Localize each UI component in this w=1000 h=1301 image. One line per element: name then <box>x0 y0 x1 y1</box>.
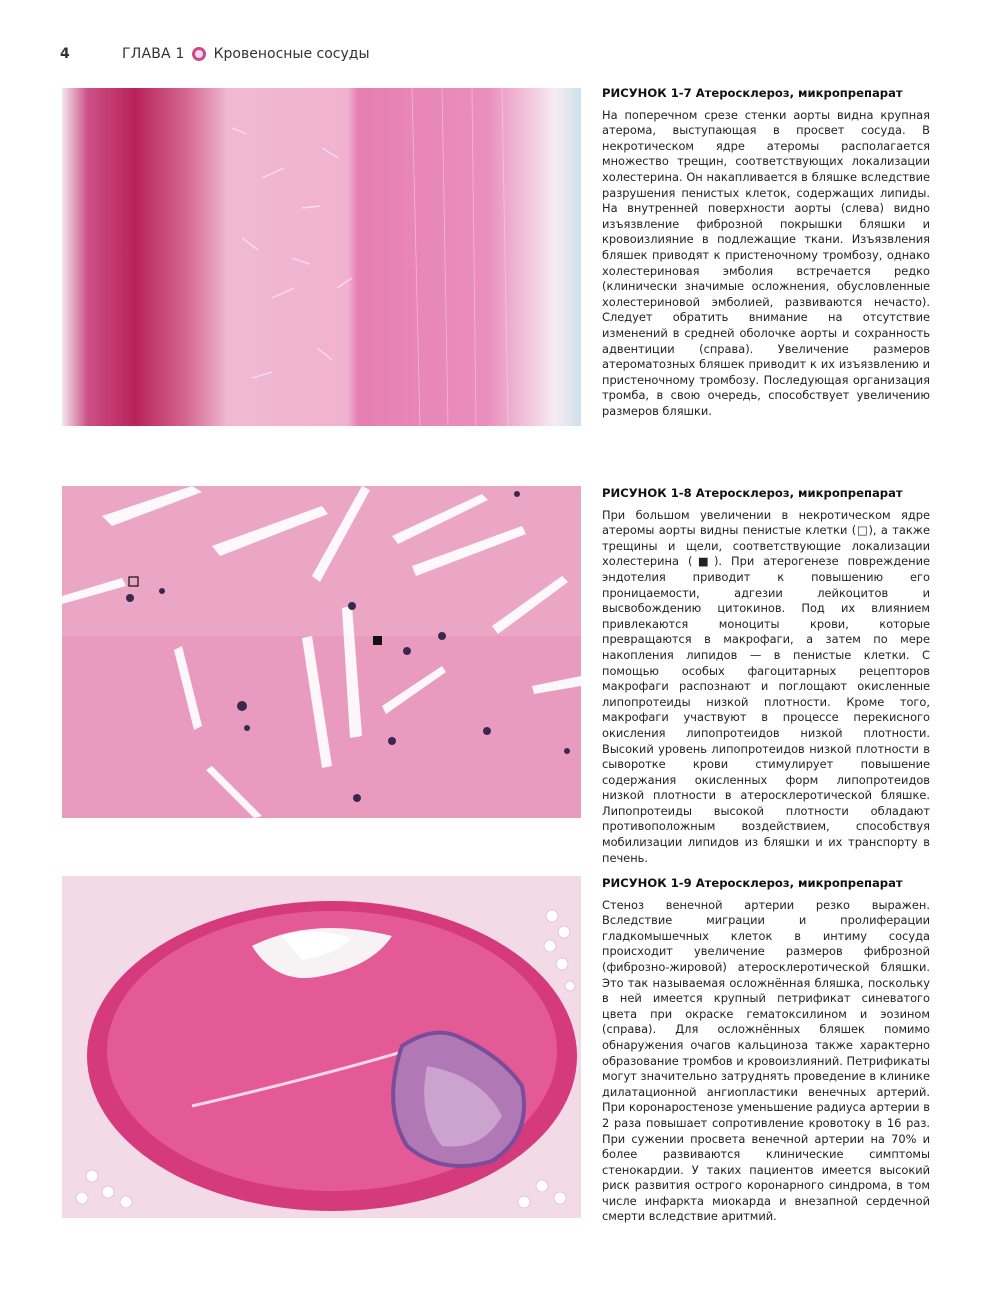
figure-1-9-caption <box>602 876 930 1225</box>
figure-1-8-text: При большом увеличении в некротическом ядре атеромы аорты видны пенистые клетки (□), а также трещины и щели, соответствующие локализации холестерина (■). При атерогенезе повреждение эндотелия приводит к повышению его проницаемости, адгезии лейкоцитов и высвобождению цитокинов. Под их влиянием привлекаются моноциты крови, которые превращаются в макрофаги, а затем по мере накопления липидов — в пенистые клетки. С помощью особых фагоцитарных рецепторов макрофаги распознают и поглощают окисленные липопротеиды низкой плотности. Кроме того, макрофаги участвуют в процессе перекисного окисления липопротеидов низкой плотности. Высокий уровень липопротеидов низкой плотности в сыворотке крови стимулирует повышение содержания окисленных форм липопротеидов низкой плотности в атеросклеротической бляшке. Липопротеиды высокой плотности обладают противоположным воздействием, способствуя мобилизации липидов из бляшки и их транспорту в печень. <box>602 507 930 865</box>
figure-1-9-image <box>62 876 581 1218</box>
figure-1-7-caption <box>602 86 930 419</box>
figure-1-8-image <box>62 486 581 818</box>
page-header <box>60 42 370 66</box>
section-title: Кровеносные сосуды <box>213 46 370 62</box>
figure-1-7-title: РИСУНОК 1-7 Атеросклероз, микропрепарат <box>602 86 903 100</box>
chapter-label: ГЛАВА 1 <box>122 46 185 62</box>
figure-1-7-image <box>62 88 581 426</box>
figure-1-7-text: На поперечном срезе стенки аорты видна крупная атерома, выступающая в просвет сосуда. В некротическом ядре атеромы располагается множество трещин, соответствующих локализации холестерина. Он накапливается в бляшке вследствие разрушения пенистых клеток, содержащих липиды. На внутренней поверхности аорты (слева) видно изъязвление фиброзной покрышки бляшки и кровоизлияние в подлежащие ткани. Изъязвления бляшек приводят к пристеночному тромбозу, однако холестериновая эмболия встречается редко (клинически значимые осложнения, обусловленные холестериновой эмболией, развиваются нечасто). Следует обратить внимание на отсутствие изменений в средней оболочке аорты и сохранность адвентиции (справа). Увеличение размеров атероматозных бляшек приводит к их изъязвлению и пристеночному тромбозу. Последующая организация тромба, в свою очередь, способствует увеличению размеров бляшки. <box>602 107 930 418</box>
figure-1-8-caption <box>602 486 930 866</box>
page-number: 4 <box>60 46 70 62</box>
figure-1-9-text: Стеноз венечной артерии резко выражен. Вследствие миграции и пролиферации гладкомышечных клеток в интиму сосуда происходит увеличение размеров фиброзной (фиброзно-жировой) атеросклеротической бляшки. Это так называемая осложнённая бляшка, поскольку в ней имеется крупный петрификат синеватого цвета при окраске гематоксилином и эозином (справа). Для осложнённых бляшек помимо обнаружения очагов кальциноза также характерно образование тромбов и кровоизлияний. Петрификаты могут значительно затруднять проведение в клинике дилатационной ангиопластики венечных артерий. При коронаростенозе уменьшение радиуса артерии в 2 раза повышает сопротивление кровотоку в 16 раз. При сужении просвета венечной артерии на 70% и более развиваются клинические симптомы стенокардии. У таких пациентов имеется высокий риск развития острого коронарного синдрома, в том числе инфаркта миокарда и внезапной сердечной смерти вследствие аритмий. <box>602 897 930 1224</box>
chapter-bullet-icon <box>192 47 206 61</box>
figure-1-8-title: РИСУНОК 1-8 Атеросклероз, микропрепарат <box>602 486 903 500</box>
figure-1-9-title: РИСУНОК 1-9 Атеросклероз, микропрепарат <box>602 876 903 890</box>
